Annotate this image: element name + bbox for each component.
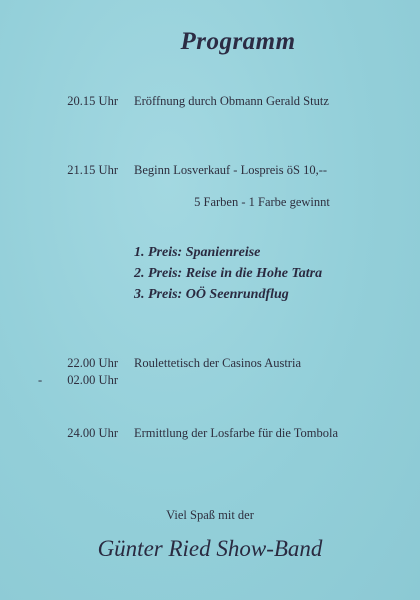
band-name: Günter Ried Show-Band xyxy=(97,536,323,561)
schedule-description: Eröffnung durch Obmann Gerald Stutz xyxy=(134,94,329,108)
schedule-description: Ermittlung der Losfarbe für die Tombola xyxy=(134,426,339,440)
schedule-end-time: 02.00 Uhr xyxy=(67,373,118,387)
schedule-time: 20.15 Uhr xyxy=(67,94,118,108)
schedule-row xyxy=(0,94,420,112)
prize-1: 1. Preis: Spanienreise xyxy=(134,245,261,260)
schedule-row xyxy=(0,356,420,374)
schedule-row xyxy=(0,426,420,444)
lottery-note: 5 Farben - 1 Farbe gewinnt xyxy=(194,195,330,209)
schedule-row xyxy=(0,163,420,181)
schedule-description: Roulettetisch der Casinos Austria xyxy=(134,356,301,370)
closing-text: Viel Spaß mit der xyxy=(166,508,254,522)
schedule-time: 22.00 Uhr xyxy=(67,356,118,370)
schedule-end-dash: - xyxy=(38,373,43,387)
schedule-time: 21.15 Uhr xyxy=(67,163,118,177)
prize-3: 3. Preis: OÖ Seenrundflug xyxy=(134,287,289,302)
prize-2: 2. Preis: Reise in die Hohe Tatra xyxy=(134,266,323,281)
schedule-end-row xyxy=(0,373,420,391)
page-title: Programm xyxy=(180,28,296,55)
schedule-time: 24.00 Uhr xyxy=(67,426,118,440)
schedule-description: Beginn Losverkauf - Lospreis öS 10,-- xyxy=(134,163,328,177)
